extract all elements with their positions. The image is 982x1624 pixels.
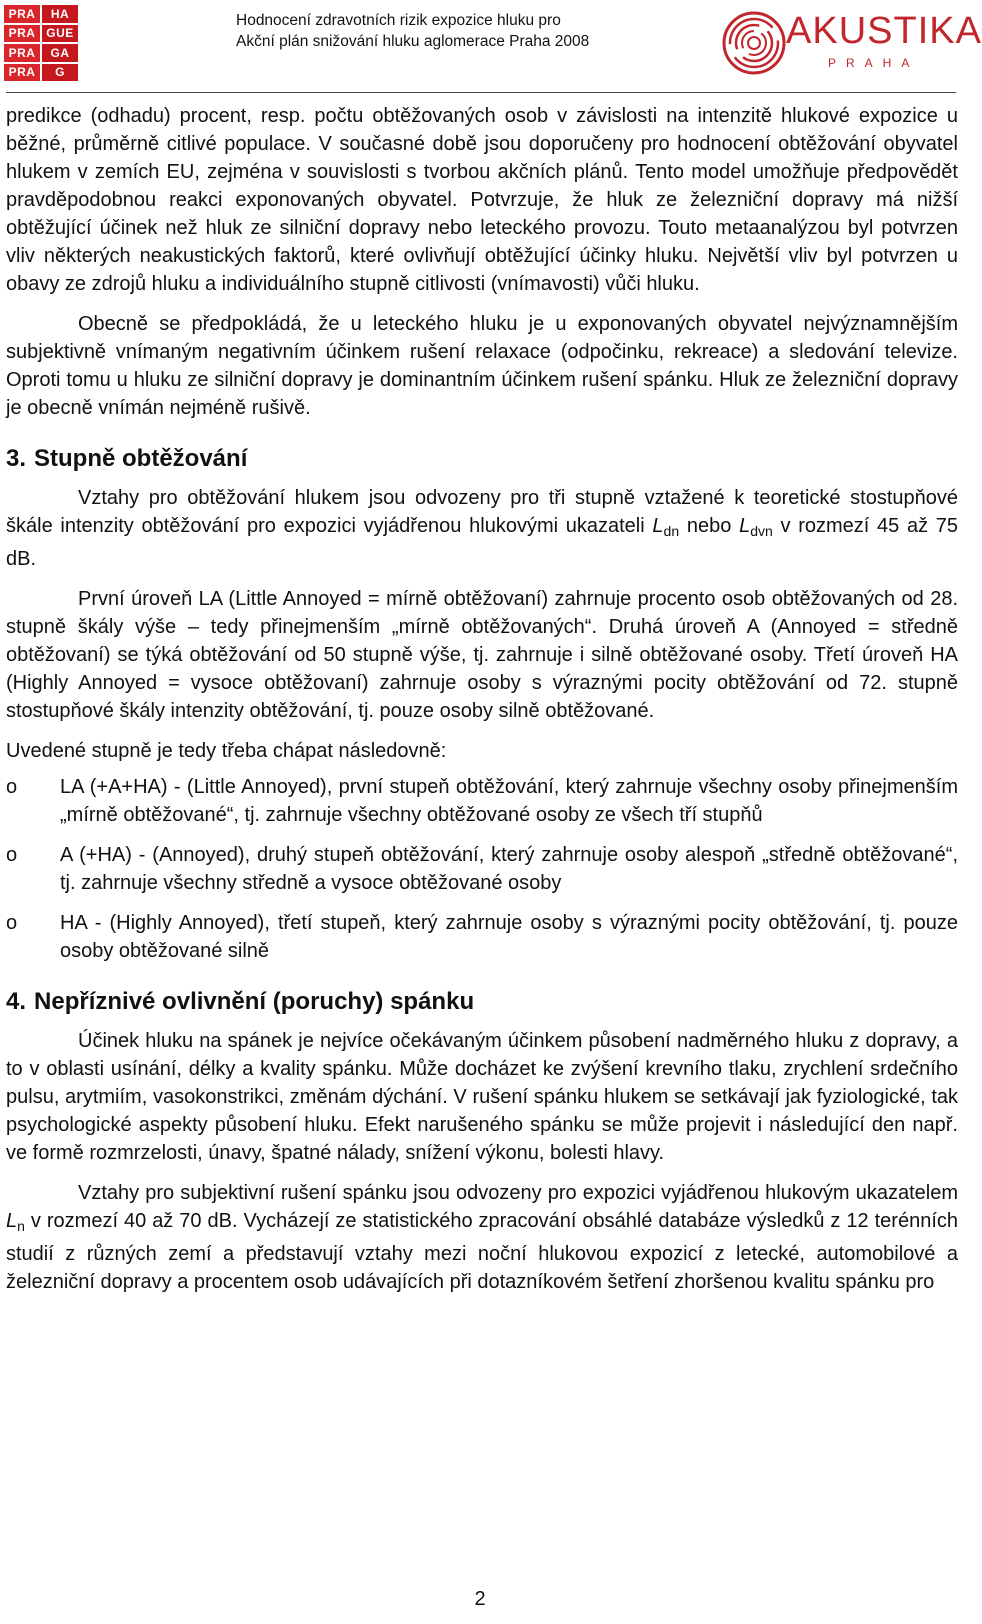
logo-cell: HA — [42, 5, 78, 23]
logo-cell: PRA — [4, 44, 40, 62]
akustika-logo — [720, 8, 982, 78]
title-line-1: Hodnocení zdravotních rizik expozice hluku pro — [236, 12, 561, 29]
paragraph-text: nebo — [686, 515, 732, 537]
indicator-subscript: dvn — [750, 523, 773, 539]
swirl-icon — [720, 8, 792, 78]
indicator-symbol: L — [6, 1210, 18, 1232]
list-item — [6, 773, 958, 829]
paragraph-text: v rozmezí 40 až 70 dB. Vycházejí ze statistického zpracování obsáhlé databáze výsledků z 12 terénních studií z různých zemí a představují vztahy mezi noční hlukovou expozicí z letecké, automobilové a železniční dopravy a procentem osob udávajících při dotazníkovém šetření zhoršenou kvalitu spánku pro — [6, 1210, 958, 1293]
bullet-icon: o — [6, 776, 18, 798]
section-heading — [6, 987, 958, 1017]
paragraph-text: v rozmezí 45 až 75 dB. — [6, 515, 959, 570]
paragraph: Obecně se předpokládá, že u leteckého hluku je u exponovaných obyvatel nejvýznamnějším subjektivně vnímaným negativním účinkem rušení relaxace (odpočinku, rekreace) a sledování televize. Oproti tomu u hluku ze silniční dopravy je dominantním účinkem rušení spánku. Hluk ze železniční dopravy je obecně vnímán nejméně rušivě. — [6, 313, 958, 419]
header-divider — [6, 92, 956, 93]
list-item-text: LA (+A+HA) - (Little Annoyed), první stupeň obtěžování, který zahrnuje všechny osoby přinejmenším „mírně obtěžované“, tj. zahrnuje všechny obtěžované osoby ze všech tří stupňů — [60, 776, 958, 826]
paragraph: Uvedené stupně je tedy třeba chápat následovně: — [6, 740, 447, 762]
paragraph — [6, 1179, 958, 1296]
paragraph-text: Vztahy pro subjektivní rušení spánku jsou odvozeny pro expozici vyjádřenou hlukovým ukazatelem — [78, 1182, 958, 1204]
paragraph: První úroveň LA (Little Annoyed = mírně obtěžovaní) zahrnuje procento osob obtěžovaných od 28. stupně škály výše – tedy přinejmenším „mírně obtěžovaných“. Druhá úroveň A (Annoyed = středně obtěžovaní) se týká obtěžování od 50 stupně výše, tj. zahrnuje i silně obtěžované osoby. Třetí úroveň HA (Highly Annoyed = vysoce obtěžovaní) zahrnuje osoby s výraznými pocity obtěžování od 72. stupně stostupňové škály intenzity obtěžování, tj. pouze osoby silně obtěžované. — [6, 588, 958, 722]
document-body — [6, 102, 958, 1296]
list-item-text: A (+HA) - (Annoyed), druhý stupeň obtěžování, který zahrnuje osoby alespoň „středně obtěžované“, tj. zahrnuje všechny středně a vysoce obtěžované osoby — [60, 844, 958, 894]
indicator-subscript: n — [17, 1218, 25, 1234]
page-number: 2 — [474, 1588, 486, 1610]
document-title — [236, 10, 656, 52]
section-title: Nepříznivé ovlivnění (poruchy) spánku — [34, 988, 475, 1015]
logo-cell: PRA — [4, 5, 40, 23]
logo-cell: G — [42, 64, 78, 82]
logo-cell: GUE — [42, 25, 78, 43]
title-line-2: Akční plán snižování hluku aglomerace Praha 2008 — [236, 33, 590, 50]
bullet-icon: o — [6, 844, 18, 866]
paragraph: Účinek hluku na spánek je nejvíce očekávaným účinkem působení nadměrného hluku z dopravy, a to v oblasti usínání, délky a kvality spánku. Může docházet ke zvýšení krevního tlaku, zrychlení srdečního pulsu, arytmiím, vasokonstrikci, změnám dýchání. V rušení spánku hlukem se setkávají jak fyziologické, tak psychologické aspekty působení hluku. Efekt narušeného spánku se může projevit i následující den např. ve formě rozmrzelosti, únavy, špatné nálady, snížení výkonu, bolesti hlavy. — [6, 1030, 958, 1164]
brand-name: AKUSTIKA — [786, 10, 982, 52]
indicator-symbol: L — [739, 515, 751, 537]
indicator-subscript: dn — [663, 523, 680, 539]
paragraph-text: Vztahy pro obtěžování hlukem jsou odvozeny pro tři stupně vztažené k teoretické stostupňové škále intenzity obtěžování pro expozici vyjádřenou hlukovými ukazateli — [6, 487, 958, 537]
paragraph — [6, 484, 958, 573]
brand-subtitle: PRAHA — [828, 56, 920, 70]
section-heading — [6, 444, 958, 474]
annoyance-levels-list — [6, 773, 958, 965]
list-item — [6, 841, 958, 897]
page-header — [0, 0, 982, 90]
logo-cell: PRA — [4, 25, 40, 43]
logo-cell: PRA — [4, 64, 40, 82]
bullet-icon: o — [6, 912, 18, 934]
list-item — [6, 909, 958, 965]
section-number: 4. — [6, 988, 27, 1015]
prague-logo — [4, 5, 78, 81]
paragraph: predikce (odhadu) procent, resp. počtu obtěžovaných osob v závislosti na intenzitě hlukové expozice u běžné, průměrně citlivé populace. V současné době jsou doporučeny pro hodnocení obtěžování obyvatel hlukem v zemích EU, zejména v souvislosti s tvorbou akčních plánů. Tento model umožňuje předpovědět pravděpodobnou reakci exponovaných obyvatel. Potvrzuje, že hluk ze železniční dopravy má nižší obtěžující účinek než hluk ze silniční dopravy nebo leteckého provozu. Touto metaanalýzou byl potvrzen vliv některých neakustických faktorů, které ovlivňují obtěžující účinky hluku. Největší vliv byl potvrzen u obavy ze zdrojů hluku a individuálního stupně citlivosti (vnímavosti) vůči hluku. — [6, 105, 958, 295]
section-title: Stupně obtěžování — [34, 445, 248, 472]
logo-cell: GA — [42, 44, 78, 62]
indicator-symbol: L — [652, 515, 664, 537]
list-item-text: HA - (Highly Annoyed), třetí stupeň, který zahrnuje osoby s výraznými pocity obtěžování, tj. pouze osoby obtěžované silně — [60, 912, 958, 962]
section-number: 3. — [6, 445, 27, 472]
